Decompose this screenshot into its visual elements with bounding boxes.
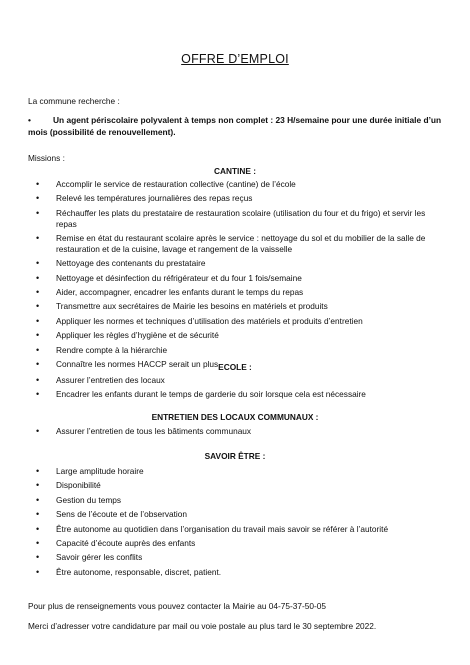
list-item: • Assurer l’entretien des locaux	[36, 375, 446, 386]
list-item: • Nettoyage des contenants du prestataire	[36, 258, 446, 269]
cantine-list	[36, 179, 446, 373]
document-title: OFFRE D’EMPLOI	[181, 52, 289, 66]
section-heading-cantine: CANTINE :	[214, 166, 256, 176]
list-item: • Disponibilité	[36, 480, 446, 491]
list-item: • Être autonome, responsable, discret, patient.	[36, 567, 446, 578]
list-item: • Capacité d’écoute auprès des enfants	[36, 538, 446, 549]
list-item: • Transmettre aux secrétaires de Mairie les besoins en matériels et produits	[36, 301, 446, 312]
section-heading-savoir-etre: SAVOIR ÊTRE :	[204, 451, 266, 461]
list-item: • Relevé les températures journalières des repas reçus	[36, 193, 446, 204]
list-item: • Appliquer les normes et techniques d’utilisation des matériels et produits d’entretien	[36, 316, 446, 327]
list-item: • Nettoyage et désinfection du réfrigérateur et du four 1 fois/semaine	[36, 273, 446, 284]
list-item: • Appliquer les règles d’hygiène et de sécurité	[36, 330, 446, 341]
section-heading-entretien: ENTRETIEN DES LOCAUX COMMUNAUX :	[151, 412, 319, 422]
section-heading-ecole: ECOLE :	[218, 362, 252, 372]
entretien-list	[36, 426, 446, 440]
list-item: • Rendre compte à la hiérarchie	[36, 345, 446, 356]
list-item: • Être autonome au quotidien dans l’organisation du travail mais savoir se référer à l’autorité	[36, 524, 446, 535]
contact-text: Pour plus de renseignements vous pouvez contacter la Mairie au 04-75-37-50-05	[28, 601, 326, 611]
list-item: • Aider, accompagner, encadrer les enfants durant le temps du repas	[36, 287, 446, 298]
list-item: • Large amplitude horaire	[36, 466, 446, 477]
position-summary	[28, 114, 448, 138]
list-item: • Assurer l’entretien de tous les bâtiments communaux	[36, 426, 446, 437]
missions-label: Missions :	[28, 153, 65, 163]
ecole-list	[36, 375, 446, 404]
list-item: • Remise en état du restaurant scolaire après le service : nettoyage du sol et du mobilier de la salle de restauration et de la cuisine, lavage et rangement de la vaisselle	[36, 233, 446, 255]
list-item: • Accomplir le service de restauration collective (cantine) de l’école	[36, 179, 446, 190]
bullet-icon: •	[28, 115, 31, 125]
list-item: • Encadrer les enfants durant le temps de garderie du soir lorsque cela est nécessaire	[36, 389, 446, 400]
list-item: • Savoir gérer les conflits	[36, 552, 446, 563]
deadline-text: Merci d’adresser votre candidature par mail ou voie postale au plus tard le 30 septembre 2022.	[28, 621, 377, 631]
list-item: • Gestion du temps	[36, 495, 446, 506]
list-item: • Connaître les normes HACCP serait un plus	[36, 359, 446, 370]
intro-text: La commune recherche :	[28, 96, 120, 106]
savoir-etre-list	[36, 466, 446, 581]
list-item: • Réchauffer les plats du prestataire de restauration scolaire (utilisation du four et du frigo) et servir les repas	[36, 208, 446, 230]
position-summary-text: Un agent périscolaire polyvalent à temps non complet : 23 H/semaine pour une durée initiale d’un mois (possibilité de renouvellement).	[28, 115, 442, 137]
list-item: • Sens de l’écoute et de l’observation	[36, 509, 446, 520]
